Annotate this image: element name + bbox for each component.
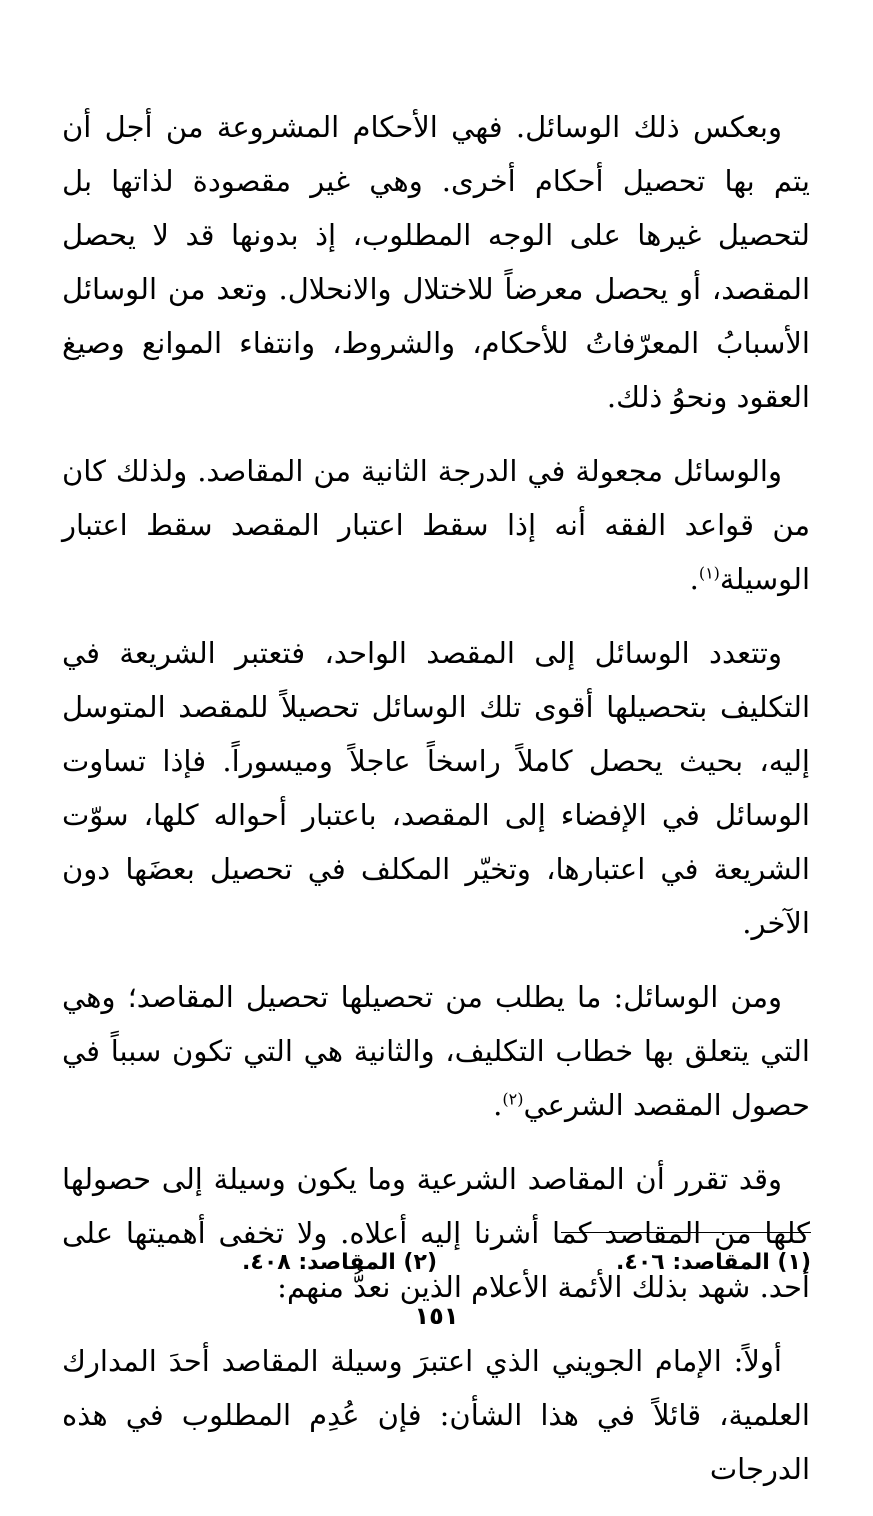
paragraph-5-text: وقد تقرر أن المقاصد الشرعية وما يكون وسيلة إلى حصولها كلها من المقاصد كما أشرنا إليه أعلاه. ولا تخفى أهميتها على أحد. شهد بذلك الأئمة الأعلام الذين نعدُّ منهم: [62,1162,810,1304]
paragraph-1 [62,100,810,424]
paragraph-2-tail: . [689,562,699,596]
paragraph-3 [62,626,810,950]
footnote-ref-1: (١) [698,563,720,583]
paragraph-2-text: والوسائل مجعولة في الدرجة الثانية من المقاصد. ولذلك كان من قواعد الفقه أنه إذا سقط اعتبار المقصد سقط اعتبار الوسيلة [62,454,810,596]
footnote-ref-2: (٢) [502,1089,524,1109]
paragraph-6 [62,1334,810,1496]
paragraph-5 [62,1152,810,1314]
paragraph-1-text: وبعكس ذلك الوسائل. فهي الأحكام المشروعة من أجل أن يتم بها تحصيل أحكام أخرى. وهي غير مقصودة لذاتها بل لتحصيل غيرها على الوجه المطلوب، إذ بدونها قد لا يحصل المقصد، أو يحصل معرضاً للاختلال والانحلال. وتعد من الوسائل الأسبابُ المعرّفاتُ للأحكام، والشروط، وانتفاء الموانع وصيغ العقود ونحوُ ذلك. [62,110,810,414]
paragraph-4 [62,970,810,1132]
footnote-2: (٢) المقاصد: ٤٠٨. [242,1250,437,1275]
footnote-1: (١) المقاصد: ٤٠٦. [616,1250,811,1275]
page-number: ١٥١ [414,1302,459,1330]
paragraph-6-text: أولاً: الإمام الجويني الذي اعتبرَ وسيلة المقاصد أحدَ المدارك العلمية، قائلاً في هذا الشأن: فإن عُدِم المطلوب في هذه الدرجات [62,1344,810,1486]
paragraph-2 [62,444,810,606]
paragraph-4-text: ومن الوسائل: ما يطلب من تحصيلها تحصيل المقاصد؛ وهي التي يتعلق بها خطاب التكليف، والثانية هي التي تكون سبباً في حصول المقصد الشرعي [62,980,810,1122]
footnotes [63,1250,811,1275]
paragraph-3-text: وتتعدد الوسائل إلى المقصد الواحد، فتعتبر الشريعة في التكليف بتحصيلها أقوى تلك الوسائل تحصيلاً للمقصد المتوسل إليه، بحيث يحصل كاملاً راسخاً عاجلاً وميسوراً. فإذا تساوت الوسائل في الإفضاء إلى المقصد، باعتبار أحواله كلها، سوّت الشريعة في اعتبارها، وتخيّر المكلف في تحصيل بعضَها دون الآخر. [62,636,810,940]
paragraph-4-tail: . [493,1088,503,1122]
footnote-separator [561,1232,811,1233]
